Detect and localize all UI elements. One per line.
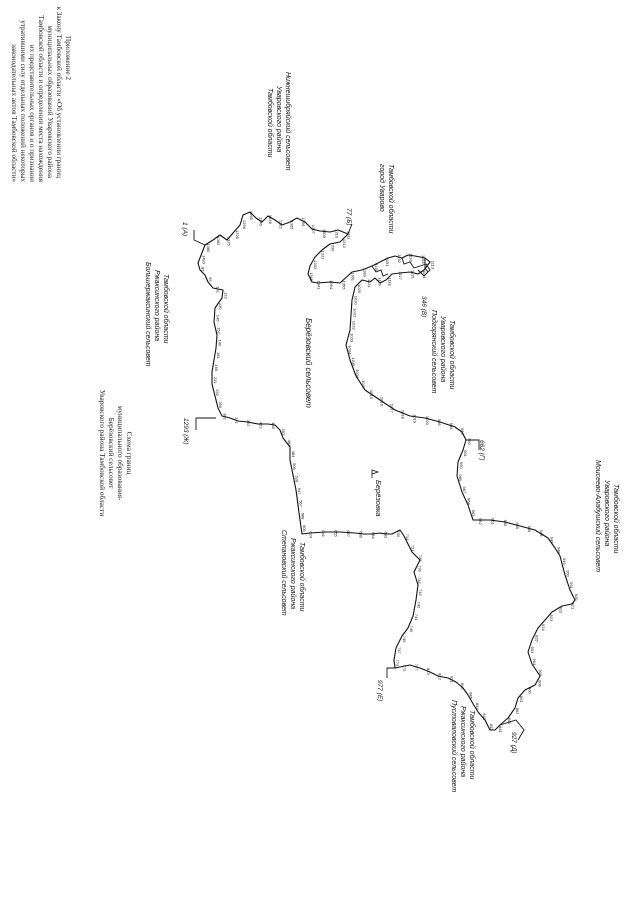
node-number: 1311 (346, 231, 352, 240)
node-number: 1189 (362, 268, 368, 277)
node-number: 721 (410, 544, 416, 552)
node-number: 1113 (430, 260, 436, 270)
node-number: 961 (490, 518, 496, 525)
pustovalovsky-0: Пустоваловский сельсовет (450, 700, 457, 793)
node-number: 747 (396, 647, 402, 654)
node-number: 861 (519, 696, 524, 703)
node-number: 992 (466, 438, 472, 445)
node-number: 1330 (330, 242, 336, 252)
node-number: 950 (565, 570, 571, 577)
label-stepanovsky (280, 530, 306, 616)
bolsherzhaksinsky-1: Ржаксинского района (153, 270, 160, 342)
node-number: 680 (358, 531, 364, 538)
node-number: 641 (321, 530, 327, 537)
node-number: 743 (418, 589, 424, 596)
node-number: 1325 (226, 236, 232, 246)
node-number: 440 (271, 422, 277, 429)
node-number: 547 (297, 487, 302, 495)
node-number: 1035 (350, 357, 356, 367)
node-number: 1037 (361, 380, 367, 390)
appendix-line-2: муниципальных образований Уваровского района (46, 25, 54, 178)
node-number: 813 (426, 668, 431, 675)
node-number: 987 (461, 486, 467, 494)
node-number: 964 (466, 498, 472, 505)
node-number: 921 (570, 602, 576, 610)
node-number: 845 (468, 692, 474, 699)
settlement-marker (372, 470, 383, 517)
nizhnechibryaisky-0: Нижнешибряйский сельсовет (284, 72, 291, 171)
node-number: 1114 (422, 270, 427, 279)
node-number: 840 (507, 717, 513, 725)
node-number: 744 (417, 576, 423, 584)
label-pogoryansky (430, 310, 456, 394)
node-number: 946 (538, 529, 544, 537)
node-number: 1361 (350, 272, 356, 282)
point-d: 927 (Д) (510, 732, 517, 754)
node-number: 740 (409, 625, 415, 633)
node-numbers (201, 211, 579, 734)
node-number: 1193 (408, 253, 414, 262)
node-number: 1245 (258, 217, 264, 226)
title-line-0: Схема границ (125, 431, 134, 475)
node-number: 996 (437, 418, 442, 426)
settlement-label: Берёзовка (374, 480, 383, 517)
node-number: 195 (213, 364, 219, 372)
node-number: 841 (497, 726, 503, 733)
node-number: 925 (534, 634, 540, 642)
stepanovsky-0: Степановский сельсовет (280, 530, 287, 616)
node-number: 362 (222, 413, 228, 420)
node-number: 903 (530, 646, 536, 654)
node-number: 945 (527, 525, 533, 533)
pogoryansky-1: Уваровского района (439, 316, 446, 383)
node-number: 484 (291, 450, 296, 458)
node-number: 742 (416, 601, 422, 609)
node-number: 1312 (342, 238, 348, 248)
leader-a (194, 230, 205, 245)
moiseevo-0: Моисеево-Алабушский сельсовет (594, 460, 601, 573)
title-line-1: муниципального образования- (116, 405, 125, 501)
node-number: 905 (537, 669, 543, 677)
node-number: 993 (460, 428, 466, 435)
node-number: 1222 (278, 219, 284, 229)
node-number: 1326 (234, 230, 240, 239)
node-number: 505 (292, 463, 297, 470)
nizhnechibryaisky-1: Уваровского района (275, 86, 282, 153)
node-number: 232 (214, 389, 220, 396)
node-number: 655 (333, 530, 339, 537)
flag-icon (372, 470, 378, 478)
appendix-header (10, 6, 72, 182)
scheme-title (98, 390, 134, 517)
node-number: 947 (549, 536, 555, 544)
node-number: 772 (401, 664, 407, 672)
node-number: 463 (286, 439, 292, 447)
point-v: 346 (В) (420, 296, 427, 318)
leader-zh (196, 418, 216, 430)
leader-e (387, 668, 395, 678)
node-number: 1118 (387, 277, 393, 286)
node-number: 211 (213, 376, 218, 384)
stepanovsky-2: Тамбовской области (298, 542, 305, 612)
node-number: 123 (223, 292, 229, 299)
node-number: 730 (417, 565, 423, 572)
uvarovo-1: Тамбовской области (387, 164, 394, 234)
node-number: 862 (514, 707, 520, 715)
node-number: 1296 (241, 219, 247, 229)
node-number: 160 (217, 339, 223, 347)
point-a: 1 (А) (181, 222, 188, 237)
node-number: 963 (471, 509, 477, 517)
node-number: 842 (488, 723, 494, 731)
node-number: 994 (449, 422, 454, 430)
appendix-line-5: утратившими силу отдельных положений некоторых (19, 20, 27, 182)
point-labels (181, 208, 517, 754)
node-number: 624 (308, 531, 314, 538)
node-number: 588 (300, 512, 306, 520)
node-number: 700 (395, 530, 401, 538)
node-number: 989 (458, 474, 464, 482)
nizhnechibryaisky-2: Тамбовской области (266, 88, 273, 158)
node-number: 714 (404, 533, 410, 541)
pustovalovsky-2: Тамбовской области (468, 710, 475, 780)
node-number: 1341 (316, 280, 322, 290)
node-number: 1380 (205, 243, 211, 253)
pogoryansky-0: Подгорянский сельсовет (430, 310, 437, 394)
node-number: 1034 (347, 345, 353, 355)
title-line-3: Уваровского района Тамбовской области (98, 389, 107, 517)
point-e: 977 (Е) (376, 680, 383, 702)
node-number: 1029 (357, 284, 362, 293)
node-number: 990 (458, 461, 464, 469)
node-number: 741 (414, 613, 419, 621)
node-number: 1306 (300, 217, 306, 227)
point-g: 662 (Г) (478, 440, 485, 461)
bolsherzhaksinsky-0: Большержаксинский сельсовет (144, 262, 151, 367)
node-number: 526 (294, 475, 300, 483)
label-nizhnechibryaisky (266, 72, 292, 171)
node-number: 777 (414, 663, 420, 671)
node-number: 1310 (334, 229, 340, 239)
node-number: 962 (477, 518, 483, 525)
appendix-line-1: к Закону Тамбовской области «Об установлении границ (55, 6, 63, 178)
pogoryansky-2: Тамбовской области (448, 320, 455, 390)
node-number: 843 (481, 713, 487, 720)
node-number: 82 (200, 267, 206, 272)
node-number: 1493 (201, 255, 207, 265)
appendix-line-0: Приложение 2 (64, 36, 72, 80)
node-number: 1119 (377, 277, 383, 286)
node-number: 729 (417, 554, 423, 562)
node-number: 145 (215, 314, 221, 322)
node-number: 1030 (353, 295, 359, 305)
node-number: 605 (302, 525, 307, 532)
node-number: 951 (569, 582, 574, 589)
stepanovsky-1: Ржаксинского района (289, 538, 296, 610)
node-number: 991 (463, 450, 469, 457)
node-number: 923 (549, 614, 554, 622)
node-number: 773 (395, 659, 401, 667)
node-number: 1032 (351, 320, 357, 330)
node-number: 1307 (310, 224, 316, 234)
node-number: 906 (537, 680, 543, 687)
node-number: 959 (515, 522, 520, 530)
node-number: 1331 (320, 250, 326, 260)
node-number: 1121 (367, 279, 372, 288)
node-number: 1362 (216, 236, 222, 246)
node-number: 1115 (410, 270, 416, 279)
node-number: 1117 (397, 271, 403, 280)
node-number: 1309 (322, 229, 328, 239)
node-number: 1016 (379, 396, 385, 406)
node-number: 810 (460, 682, 466, 690)
node-number: 948 (556, 546, 562, 554)
boundary-line (198, 212, 575, 730)
node-number: 812 (437, 673, 443, 680)
node-number: 1192 (397, 254, 402, 263)
node-number: 152 (216, 327, 222, 334)
node-number: 684 (371, 532, 377, 539)
node-number: 350 (217, 401, 223, 409)
label-moiseevo (594, 460, 620, 572)
appendix-line-3: Тамбовской области и определении места нахождения (37, 15, 45, 182)
label-bolsherzhaksinsky (144, 262, 170, 367)
uvarovo-0: город Уварово (378, 164, 385, 212)
node-number: 1020 (424, 415, 430, 425)
point-zh: 1293 (Ж) (182, 418, 189, 445)
node-number: 860 (527, 687, 533, 694)
pustovalovsky-1: Ржаксинского района (459, 706, 466, 778)
node-number: 811 (449, 676, 455, 683)
node-number: 1265 (249, 210, 254, 220)
node-number: 904 (531, 658, 537, 666)
node-number: 567 (298, 500, 304, 507)
appendix-line-4: их представительных органов и о признании (28, 44, 36, 182)
moiseevo-1: Уваровского района (603, 480, 610, 547)
node-number: 1332 (313, 260, 319, 270)
node-number: 1017 (389, 403, 395, 413)
node-number: 1019 (412, 414, 418, 424)
node-number: 101 (215, 286, 221, 293)
node-number: 1194 (421, 255, 426, 264)
node-number: 1033 (349, 333, 355, 343)
node-number: 667 (346, 530, 352, 537)
node-number: 1191 (385, 257, 391, 267)
node-number: 181 (216, 352, 221, 359)
bolsherzhaksinsky-2: Тамбовской области (162, 274, 169, 344)
point-b: 77 (Б) (345, 208, 352, 226)
label-uvarovo (378, 164, 395, 234)
appendix-line-6: законодательных актов Тамбовской области» (10, 43, 18, 182)
node-number: 1015 (368, 389, 374, 399)
node-number: 1036 (355, 369, 361, 379)
node-number: 1305 (289, 220, 295, 230)
title-line-2: Берёзовский сельсовет (107, 417, 116, 489)
node-number: 692 (383, 531, 389, 539)
node-number: 922 (558, 606, 564, 614)
node-number: 371 (234, 417, 239, 424)
node-number: 960 (502, 519, 508, 527)
node-number: 130 (218, 302, 224, 310)
node-number: 1246 (268, 214, 274, 224)
node-number: 1355 (341, 280, 347, 290)
node-number: 95 (207, 277, 213, 282)
label-pustovalovsky (450, 700, 476, 792)
node-number: 920 (573, 593, 579, 601)
node-number: 1190 (373, 263, 379, 273)
node-number: 844 (474, 703, 480, 710)
moiseevo-2: Тамбовской области (612, 484, 619, 554)
node-number: 422 (258, 421, 264, 429)
node-number: 1354 (329, 280, 335, 290)
node-number: 453 (281, 428, 287, 436)
node-number: 949 (562, 558, 568, 565)
node-number: 1340 (309, 272, 314, 282)
node-number: 745 (402, 635, 408, 643)
center-label: Берёзовский сельсовет (304, 318, 313, 408)
node-number: 1018 (400, 409, 406, 419)
node-number: 1031 (352, 308, 358, 318)
node-number: 392 (246, 419, 252, 427)
node-number: 924 (540, 624, 546, 631)
